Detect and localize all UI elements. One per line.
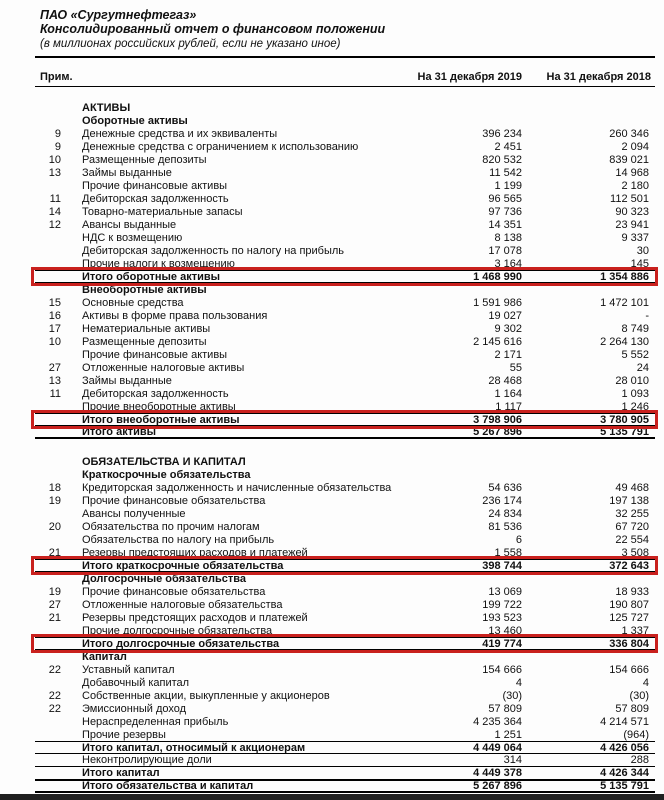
row-value-2019: 13 460 bbox=[488, 624, 522, 637]
row-value-2019: 11 542 bbox=[489, 166, 522, 179]
row-label: Нематериальные активы bbox=[82, 322, 211, 335]
row-value-2019: 13 069 bbox=[488, 585, 522, 598]
row-value-2018: 32 255 bbox=[615, 507, 649, 520]
row-label: Итого капитал, относимый к акционерам bbox=[82, 741, 306, 754]
table-row bbox=[35, 689, 655, 702]
row-value-2019: 4 bbox=[515, 676, 522, 689]
row-value-2018: 18 933 bbox=[615, 585, 649, 598]
table-row bbox=[35, 166, 655, 179]
table-row bbox=[35, 153, 655, 166]
row-value-2019: 54 636 bbox=[488, 481, 522, 494]
row-label: Займы выданные bbox=[82, 166, 172, 179]
column-header-2019: На 31 декабря 2019 bbox=[417, 71, 522, 83]
table-row bbox=[35, 611, 655, 624]
row-label: Обязательства по прочим налогам bbox=[82, 520, 260, 533]
row-value-2018: 4 214 571 bbox=[600, 715, 649, 728]
section-header-row bbox=[35, 455, 655, 468]
table-row bbox=[35, 127, 655, 140]
row-value-2019: 28 468 bbox=[488, 374, 522, 387]
company-name: ПАО «Сургутнефтегаз» bbox=[40, 8, 197, 22]
row-label: Итого капитал bbox=[82, 767, 160, 779]
row-label: Отложенные налоговые обязательства bbox=[82, 598, 283, 611]
row-value-2019: 81 536 bbox=[488, 520, 522, 533]
table-row bbox=[35, 533, 655, 546]
row-label: Собственные акции, выкупленные у акционеров bbox=[82, 689, 330, 702]
row-value-2019: 5 267 896 bbox=[473, 780, 522, 792]
row-value-2019: 199 722 bbox=[482, 598, 522, 611]
row-label: Оборотные активы bbox=[82, 114, 188, 127]
table-row bbox=[35, 257, 655, 270]
table-row bbox=[35, 387, 655, 400]
row-value-2018: - bbox=[645, 309, 649, 322]
total-row bbox=[35, 741, 655, 754]
row-value-2019: 1 251 bbox=[494, 728, 522, 741]
total-row bbox=[35, 780, 655, 793]
row-note: 19 bbox=[48, 585, 61, 598]
table-row bbox=[35, 361, 655, 374]
row-label: Активы в форме права пользования bbox=[82, 309, 268, 322]
row-value-2018: 5 135 791 bbox=[600, 780, 649, 792]
table-row bbox=[35, 140, 655, 153]
bottom-bar bbox=[0, 794, 664, 800]
row-value-2019: 4 449 378 bbox=[473, 767, 522, 779]
table-row bbox=[35, 296, 655, 309]
row-label: Нераспределенная прибыль bbox=[82, 715, 229, 728]
section-header-row bbox=[35, 650, 655, 663]
row-label: Эмиссионный доход bbox=[82, 702, 187, 715]
row-value-2018: 260 346 bbox=[609, 127, 649, 140]
row-value-2018: 9 337 bbox=[621, 231, 649, 244]
row-label: Прочие финансовые обязательства bbox=[82, 494, 266, 507]
row-value-2018: 49 468 bbox=[615, 481, 649, 494]
row-value-2018: 90 323 bbox=[615, 205, 649, 218]
row-value-2019: 1 117 bbox=[495, 400, 522, 413]
column-header-note: Прим. bbox=[40, 71, 73, 83]
row-value-2018: 1 337 bbox=[621, 624, 649, 637]
row-value-2019: 4 449 064 bbox=[473, 741, 522, 754]
table-row bbox=[35, 348, 655, 361]
row-label: Капитал bbox=[82, 650, 127, 663]
row-value-2018: 22 554 bbox=[615, 533, 649, 546]
row-value-2018: 3 780 905 bbox=[600, 413, 649, 426]
row-label: Размещенные депозиты bbox=[82, 153, 207, 166]
row-value-2019: 5 267 896 bbox=[473, 425, 522, 438]
row-value-2018: 2 264 130 bbox=[600, 335, 649, 348]
row-label: Итого оборотные активы bbox=[82, 270, 221, 283]
row-value-2019: 2 451 bbox=[494, 140, 522, 153]
row-note: 21 bbox=[48, 546, 61, 559]
row-value-2018: 190 807 bbox=[609, 598, 649, 611]
table-row bbox=[35, 494, 655, 507]
row-value-2018: 1 354 886 bbox=[600, 270, 649, 283]
row-note: 9 bbox=[54, 140, 61, 153]
row-value-2018: 23 941 bbox=[615, 218, 649, 231]
row-label: Итого активы bbox=[82, 425, 157, 438]
total-row bbox=[35, 637, 655, 650]
row-label: Кредиторская задолженность и начисленные обязательства bbox=[82, 481, 392, 494]
total-row bbox=[35, 426, 655, 439]
row-label: Итого внеоборотные активы bbox=[82, 413, 240, 426]
row-label: Прочие налоги к возмещению bbox=[82, 257, 235, 270]
row-value-2018: 3 508 bbox=[621, 546, 649, 559]
row-label: Основные средства bbox=[82, 296, 184, 309]
row-label: Краткосрочные обязательства bbox=[82, 468, 251, 481]
row-label: Внеоборотные активы bbox=[82, 283, 207, 296]
table-row bbox=[35, 205, 655, 218]
row-value-2018: (964) bbox=[623, 728, 649, 741]
table-row bbox=[35, 585, 655, 598]
table-row bbox=[35, 309, 655, 322]
table-row bbox=[35, 231, 655, 244]
row-value-2018: 145 bbox=[630, 257, 649, 270]
section-header-row bbox=[35, 283, 655, 296]
column-header-2018: На 31 декабря 2018 bbox=[546, 71, 651, 83]
row-label: Долгосрочные обязательства bbox=[82, 572, 247, 585]
table-row bbox=[35, 663, 655, 676]
row-note: 17 bbox=[48, 322, 61, 335]
row-label: НДС к возмещению bbox=[82, 231, 183, 244]
row-value-2018: 4 426 344 bbox=[600, 767, 649, 779]
row-label: Отложенные налоговые активы bbox=[82, 361, 245, 374]
row-note: 21 bbox=[48, 611, 61, 624]
section-header-row bbox=[35, 468, 655, 481]
table-row bbox=[35, 322, 655, 335]
table-row bbox=[35, 715, 655, 728]
row-value-2019: 154 666 bbox=[482, 663, 522, 676]
section-header-row bbox=[35, 101, 655, 114]
table-row bbox=[35, 335, 655, 348]
row-value-2018: 2 094 bbox=[621, 140, 649, 153]
row-label: Авансы полученные bbox=[82, 507, 186, 520]
row-label: Дебиторская задолженность bbox=[82, 387, 229, 400]
row-value-2019: 14 351 bbox=[488, 218, 522, 231]
table-row bbox=[35, 400, 655, 413]
row-value-2019: 398 744 bbox=[482, 559, 522, 572]
row-value-2019: 1 164 bbox=[494, 387, 522, 400]
row-note: 10 bbox=[48, 335, 61, 348]
row-label: Прочие долгосрочные обязательства bbox=[82, 624, 273, 637]
row-label: Размещенные депозиты bbox=[82, 335, 207, 348]
row-note: 11 bbox=[49, 387, 61, 400]
total-row bbox=[35, 559, 655, 572]
table-row bbox=[35, 192, 655, 205]
row-value-2018: 2 180 bbox=[621, 179, 649, 192]
row-value-2018: 336 804 bbox=[609, 637, 649, 650]
row-label: Уставный капитал bbox=[82, 663, 175, 676]
row-label: Итого долгосрочные обязательства bbox=[82, 637, 280, 650]
row-value-2018: (30) bbox=[629, 689, 649, 702]
row-label: Прочие финансовые активы bbox=[82, 348, 228, 361]
table-row bbox=[35, 520, 655, 533]
table-row bbox=[35, 481, 655, 494]
row-value-2018: 14 968 bbox=[615, 166, 649, 179]
row-value-2019: 1 468 990 bbox=[473, 270, 522, 283]
row-value-2019: 193 523 bbox=[482, 611, 522, 624]
row-label: Резервы предстоящих расходов и платежей bbox=[82, 611, 308, 624]
spacer-row bbox=[35, 439, 655, 455]
row-note: 14 bbox=[48, 205, 61, 218]
row-note: 11 bbox=[49, 192, 61, 205]
row-value-2018: 5 135 791 bbox=[600, 425, 649, 438]
row-value-2018: 1 246 bbox=[621, 400, 649, 413]
row-value-2019: 4 235 364 bbox=[473, 715, 522, 728]
row-label: Обязательства по налогу на прибыль bbox=[82, 533, 275, 546]
row-value-2018: 4 426 056 bbox=[600, 741, 649, 754]
row-value-2018: 30 bbox=[636, 244, 649, 257]
total-row bbox=[35, 767, 655, 780]
table-row bbox=[35, 244, 655, 257]
row-label: Дебиторская задолженность по налогу на прибыль bbox=[82, 244, 345, 257]
row-value-2019: 314 bbox=[503, 754, 522, 766]
row-value-2019: 19 027 bbox=[488, 309, 522, 322]
row-value-2019: 820 532 bbox=[482, 153, 522, 166]
row-label: Прочие финансовые активы bbox=[82, 179, 228, 192]
statement-table bbox=[35, 87, 655, 793]
row-value-2018: 24 bbox=[636, 361, 649, 374]
row-note: 22 bbox=[48, 689, 61, 702]
row-label: Добавочный капитал bbox=[82, 676, 190, 689]
row-label: Денежные средства с ограничением к использованию bbox=[82, 140, 359, 153]
table-row bbox=[35, 546, 655, 559]
row-value-2018: 5 552 bbox=[621, 348, 649, 361]
row-value-2019: 24 834 bbox=[488, 507, 522, 520]
table-row bbox=[35, 507, 655, 520]
row-note: 22 bbox=[48, 663, 61, 676]
row-value-2019: 57 809 bbox=[488, 702, 522, 715]
table-row bbox=[35, 754, 655, 767]
row-note: 18 bbox=[48, 481, 61, 494]
row-value-2019: 1 199 bbox=[494, 179, 522, 192]
row-value-2018: 372 643 bbox=[609, 559, 649, 572]
row-note: 16 bbox=[48, 309, 61, 322]
row-note: 10 bbox=[48, 153, 61, 166]
table-row bbox=[35, 624, 655, 637]
table-row bbox=[35, 179, 655, 192]
row-note: 13 bbox=[48, 374, 61, 387]
row-value-2018: 197 138 bbox=[609, 494, 649, 507]
row-note: 22 bbox=[48, 702, 61, 715]
table-column-header bbox=[35, 58, 655, 87]
row-value-2019: 1 558 bbox=[494, 546, 522, 559]
row-value-2018: 28 010 bbox=[615, 374, 649, 387]
table-row bbox=[35, 374, 655, 387]
total-row bbox=[35, 270, 655, 283]
row-value-2019: 2 145 616 bbox=[473, 335, 522, 348]
row-value-2019: 96 565 bbox=[488, 192, 522, 205]
row-note: 27 bbox=[48, 598, 61, 611]
row-value-2019: 6 bbox=[515, 533, 522, 546]
row-label: Товарно-материальные запасы bbox=[82, 205, 243, 218]
row-note: 19 bbox=[48, 494, 61, 507]
row-note: 13 bbox=[48, 166, 61, 179]
row-note: 15 bbox=[48, 296, 61, 309]
total-row bbox=[35, 413, 655, 426]
row-value-2019: 1 591 986 bbox=[473, 296, 522, 309]
row-label: Займы выданные bbox=[82, 374, 172, 387]
row-value-2019: 9 302 bbox=[494, 322, 522, 335]
table-row bbox=[35, 676, 655, 689]
row-label: ОБЯЗАТЕЛЬСТВА И КАПИТАЛ bbox=[82, 455, 246, 468]
table-row bbox=[35, 598, 655, 611]
row-label: Итого обязательства и капитал bbox=[82, 780, 254, 792]
row-label: Резервы предстоящих расходов и платежей bbox=[82, 546, 308, 559]
row-value-2018: 154 666 bbox=[609, 663, 649, 676]
row-label: Авансы выданные bbox=[82, 218, 177, 231]
row-value-2018: 8 749 bbox=[621, 322, 649, 335]
row-value-2019: 17 078 bbox=[488, 244, 522, 257]
row-value-2018: 1 472 101 bbox=[600, 296, 649, 309]
row-value-2019: 419 774 bbox=[482, 637, 522, 650]
row-value-2019: 3 164 bbox=[494, 257, 522, 270]
row-value-2019: 3 798 906 bbox=[473, 413, 522, 426]
row-label: Прочие финансовые обязательства bbox=[82, 585, 266, 598]
row-value-2018: 839 021 bbox=[609, 153, 649, 166]
page-content bbox=[35, 0, 655, 793]
row-label: Прочие внеоборотные активы bbox=[82, 400, 236, 413]
row-value-2019: (30) bbox=[502, 689, 522, 702]
document-subtitle: (в миллионах российских рублей, если не указано иное) bbox=[40, 38, 341, 50]
row-value-2019: 236 174 bbox=[482, 494, 522, 507]
row-label: Неконтролирующие доли bbox=[82, 754, 212, 766]
row-value-2018: 4 bbox=[642, 676, 649, 689]
row-label: Итого краткосрочные обязательства bbox=[82, 559, 284, 572]
row-value-2019: 97 736 bbox=[488, 205, 522, 218]
row-label: Денежные средства и их эквиваленты bbox=[82, 127, 278, 140]
row-value-2018: 1 093 bbox=[621, 387, 649, 400]
row-value-2018: 125 727 bbox=[609, 611, 649, 624]
document-title: Консолидированный отчет о финансовом положении bbox=[40, 22, 386, 36]
row-value-2018: 288 bbox=[630, 754, 649, 766]
row-note: 20 bbox=[48, 520, 61, 533]
table-row bbox=[35, 728, 655, 741]
document-header bbox=[35, 0, 655, 51]
row-value-2019: 2 171 bbox=[494, 348, 522, 361]
row-note: 27 bbox=[48, 361, 61, 374]
row-label: Дебиторская задолженность bbox=[82, 192, 229, 205]
section-header-row bbox=[35, 114, 655, 127]
row-value-2018: 67 720 bbox=[615, 520, 649, 533]
table-row bbox=[35, 218, 655, 231]
row-note: 12 bbox=[48, 218, 61, 231]
row-value-2019: 8 138 bbox=[494, 231, 522, 244]
section-header-row bbox=[35, 572, 655, 585]
row-label: АКТИВЫ bbox=[82, 101, 131, 114]
row-value-2018: 57 809 bbox=[615, 702, 649, 715]
row-value-2018: 112 501 bbox=[610, 192, 649, 205]
row-note: 9 bbox=[54, 127, 61, 140]
row-label: Прочие резервы bbox=[82, 728, 166, 741]
row-value-2019: 55 bbox=[509, 361, 522, 374]
table-row bbox=[35, 702, 655, 715]
row-value-2019: 396 234 bbox=[482, 127, 522, 140]
